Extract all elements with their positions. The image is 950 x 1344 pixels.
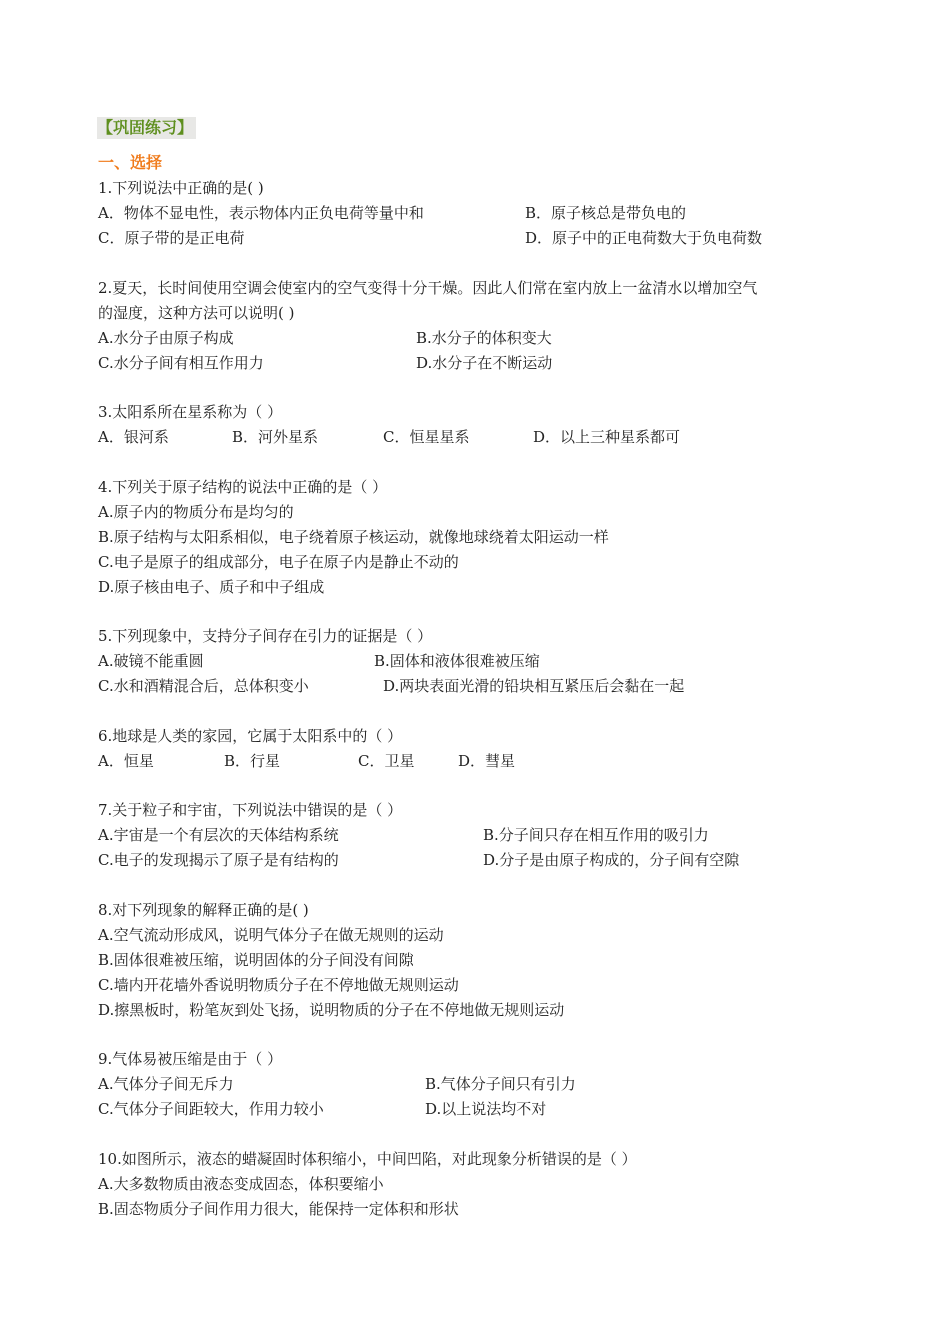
option-c: C.电子的发现揭示了原子是有结构的 bbox=[98, 851, 339, 869]
option-b: B.原子结构与太阳系相似，电子绕着原子核运动，就像地球绕着太阳运动一样 bbox=[98, 528, 609, 546]
option-b: B.固态物质分子间作用力很大，能保持一定体积和形状 bbox=[98, 1200, 459, 1218]
option-a: A．银河系 bbox=[98, 428, 169, 446]
option-a: A．恒星 bbox=[98, 752, 154, 770]
option-d: D.擦黑板时，粉笔灰到处飞扬，说明物质的分子在不停地做无规则运动 bbox=[98, 1001, 565, 1019]
option-b: B.固体很难被压缩，说明固体的分子间没有间隙 bbox=[98, 951, 414, 969]
option-a: A.水分子由原子构成 bbox=[98, 329, 234, 347]
option-c: C.墙内开花墙外香说明物质分子在不停地做无规则运动 bbox=[98, 976, 459, 994]
stem-text: 6.地球是人类的家园，它属于太阳系中的（ ） bbox=[98, 727, 403, 745]
option-b: B.水分子的体积变大 bbox=[416, 329, 552, 347]
stem-text: 3.太阳系所在星系称为（ ） bbox=[98, 403, 283, 421]
option-a: A．物体不显电性，表示物体内正负电荷等量中和 bbox=[98, 204, 424, 222]
option-a: A.破镜不能重圆 bbox=[98, 652, 204, 670]
section-title: 一、选择 bbox=[98, 153, 163, 172]
option-c: C．卫星 bbox=[358, 752, 415, 770]
option-b: B.固体和液体很难被压缩 bbox=[374, 652, 540, 670]
option-d: D．以上三种星系都可 bbox=[533, 428, 681, 446]
option-c: C．原子带的是正电荷 bbox=[98, 229, 245, 247]
option-d: D．原子中的正电荷数大于负电荷数 bbox=[525, 229, 763, 247]
option-c: C.电子是原子的组成部分，电子在原子内是静止不动的 bbox=[98, 553, 459, 571]
stem-text: 1.下列说法中正确的是( ) bbox=[98, 179, 264, 197]
option-c: C.水分子间有相互作用力 bbox=[98, 354, 264, 372]
stem-text: 的湿度，这种方法可以说明( ) bbox=[98, 304, 295, 322]
stem-text: 10.如图所示，液态的蜡凝固时体积缩小，中间凹陷，对此现象分析错误的是（ ） bbox=[98, 1150, 637, 1168]
option-c: C．恒星星系 bbox=[383, 428, 470, 446]
option-d: D.原子核由电子、质子和中子组成 bbox=[98, 578, 325, 596]
stem-text: 9.气体易被压缩是由于（ ） bbox=[98, 1050, 283, 1068]
option-b: B．原子核总是带负电的 bbox=[525, 204, 687, 222]
option-a: A.大多数物质由液态变成固态，体积要缩小 bbox=[98, 1175, 384, 1193]
option-d: D.分子是由原子构成的，分子间有空隙 bbox=[483, 851, 740, 869]
option-b: B．行星 bbox=[224, 752, 281, 770]
option-a: A.空气流动形成风，说明气体分子在做无规则的运动 bbox=[98, 926, 444, 944]
option-d: D．彗星 bbox=[458, 752, 516, 770]
stem-text: 2.夏天，长时间使用空调会使室内的空气变得十分干燥。因此人们常在室内放上一盆清水以增加空气 bbox=[98, 279, 758, 297]
option-a: A.原子内的物质分布是均匀的 bbox=[98, 503, 294, 521]
option-c: C.水和酒精混合后，总体积变小 bbox=[98, 677, 309, 695]
option-d: D.两块表面光滑的铅块相互紧压后会黏在一起 bbox=[383, 677, 685, 695]
option-c: C.气体分子间距较大，作用力较小 bbox=[98, 1100, 324, 1118]
stem-text: 7.关于粒子和宇宙，下列说法中错误的是（ ） bbox=[98, 801, 403, 819]
option-b: B.气体分子间只有引力 bbox=[425, 1075, 576, 1093]
option-b: B．河外星系 bbox=[232, 428, 319, 446]
option-a: A.气体分子间无斥力 bbox=[98, 1075, 234, 1093]
stem-text: 8.对下列现象的解释正确的是( ) bbox=[98, 901, 309, 919]
stem-text: 4.下列关于原子结构的说法中正确的是（ ） bbox=[98, 478, 388, 496]
exercise-heading: 【巩固练习】 bbox=[97, 117, 196, 139]
option-d: D.以上说法均不对 bbox=[425, 1100, 547, 1118]
option-a: A.宇宙是一个有层次的天体结构系统 bbox=[98, 826, 339, 844]
option-b: B.分子间只存在相互作用的吸引力 bbox=[483, 826, 709, 844]
option-d: D.水分子在不断运动 bbox=[416, 354, 553, 372]
stem-text: 5.下列现象中，支持分子间存在引力的证据是（ ） bbox=[98, 627, 433, 645]
